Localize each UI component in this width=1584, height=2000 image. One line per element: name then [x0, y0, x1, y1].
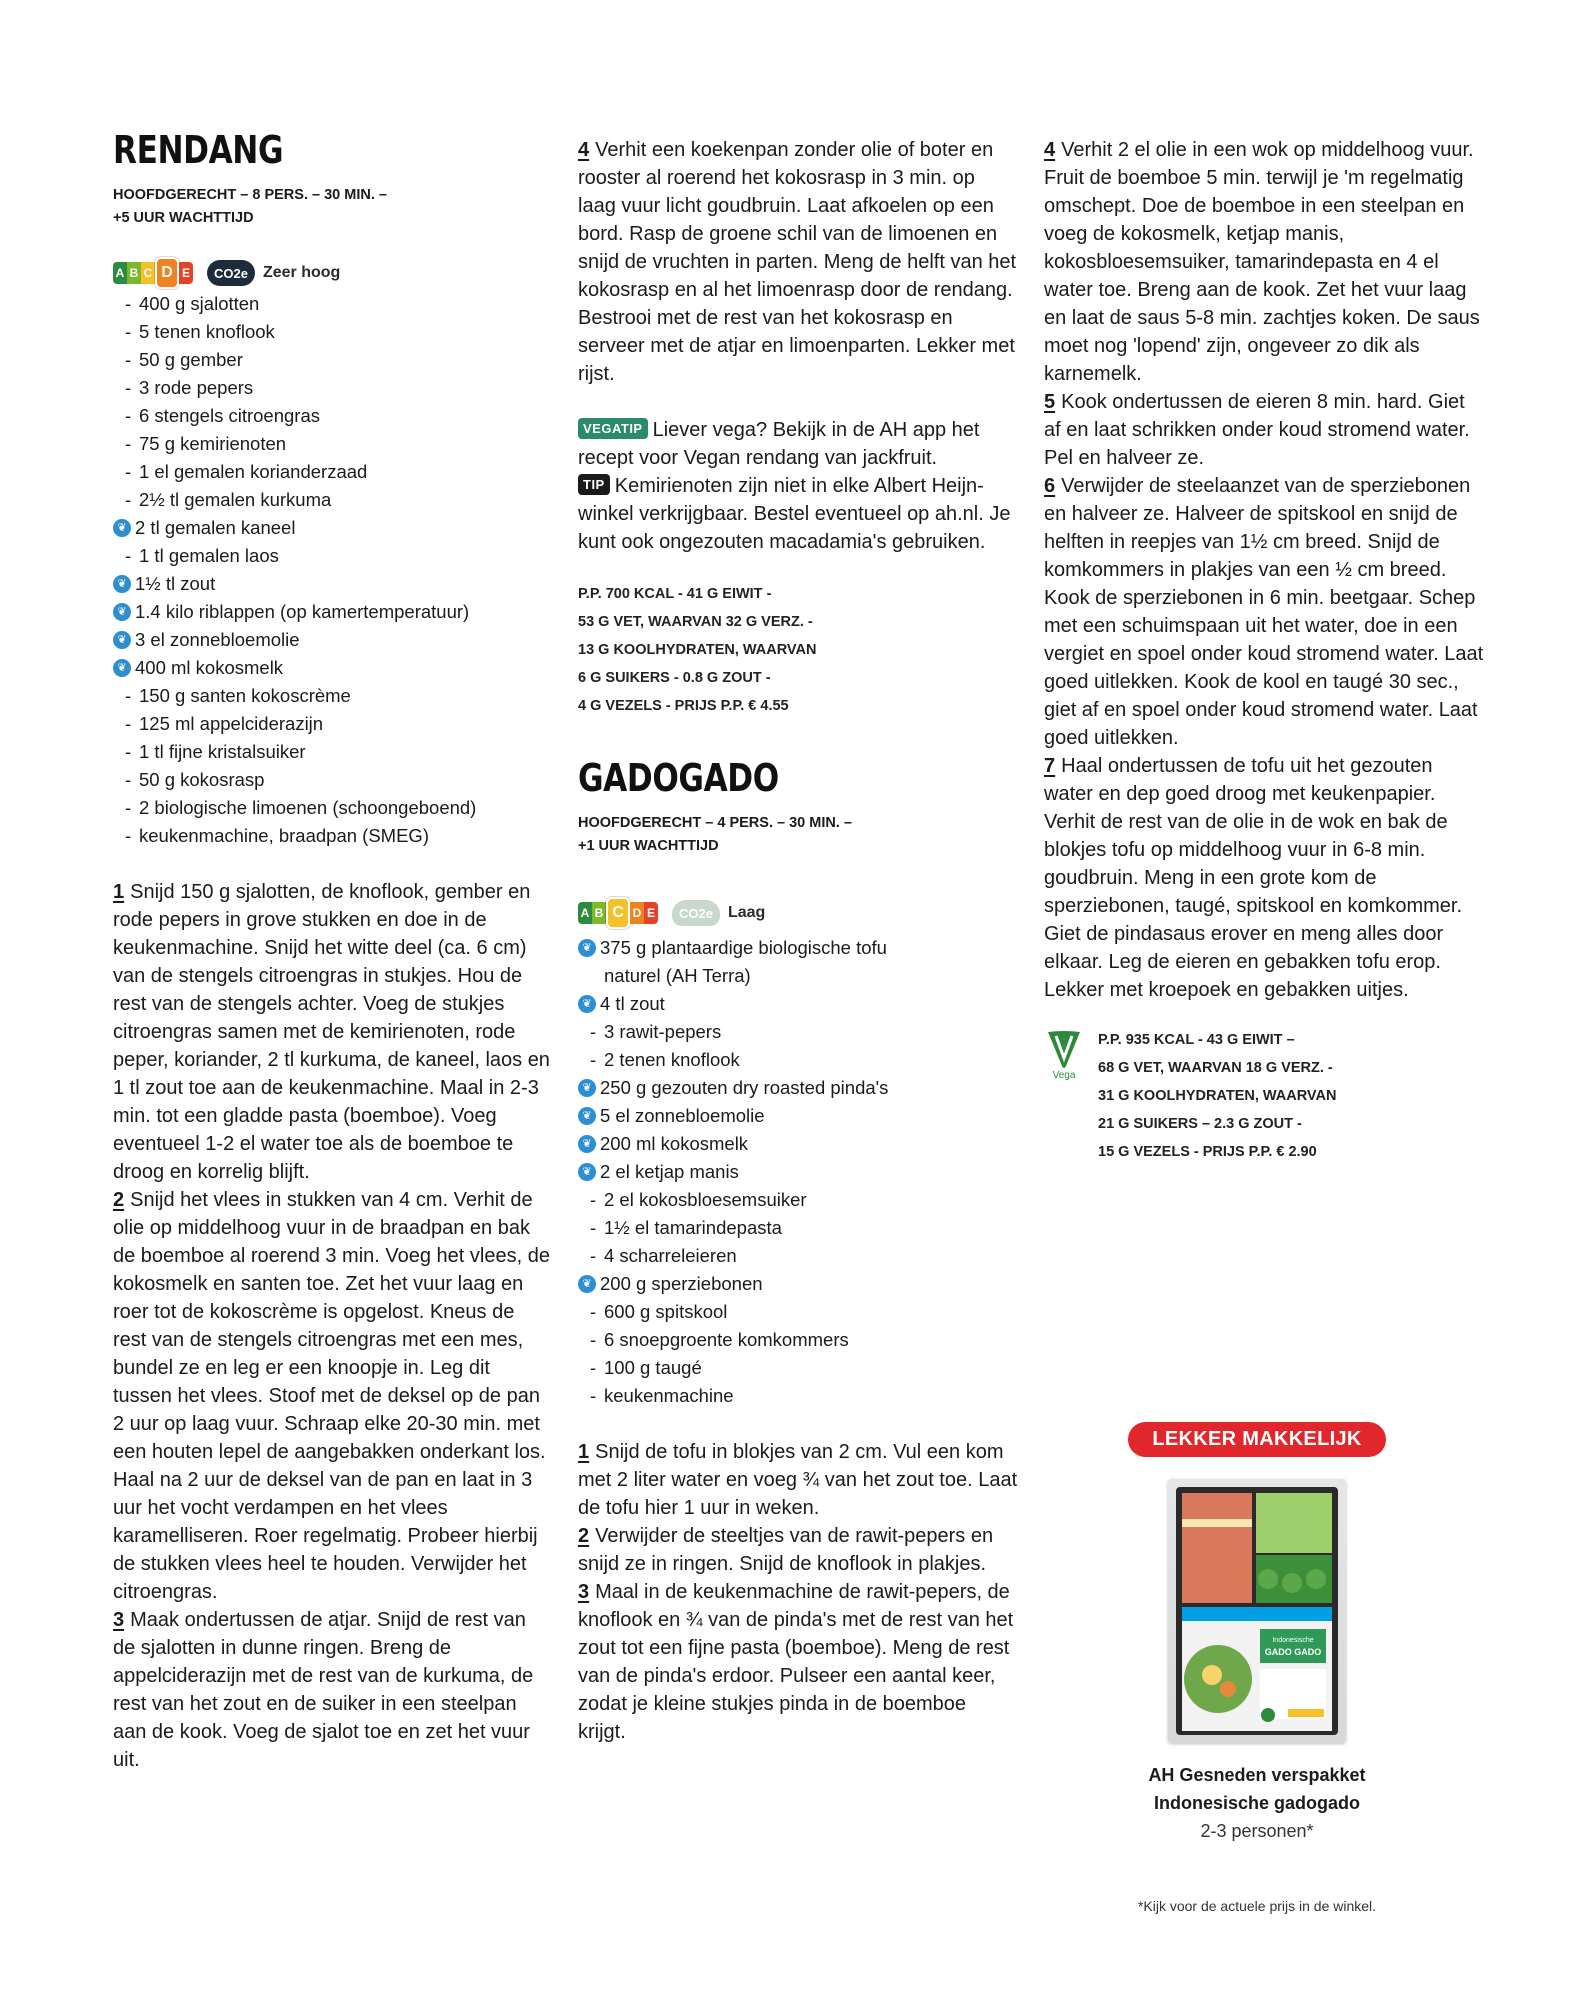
step-number: 1 [113, 881, 125, 903]
step-number: 1 [578, 1441, 590, 1463]
gadogado-ingredients [578, 934, 1018, 1410]
rendang-ingredients [113, 290, 553, 850]
ingredient-item: - 1 tl gemalen laos [125, 545, 279, 566]
step-3: 3 Maak ondertussen de atjar. Snijd de rest van de sjalotten in dunne ringen. Breng de appelciderazijn met de rest van de kurkuma, de rest van het zout en de suiker in een steelpan aan de kook. Voeg de sjalot toe en zet het vuur uit. [113, 1609, 534, 1771]
step-2: 2 Snijd het vlees in stukken van 4 cm. Verhit de olie op middelhoog vuur in de braadpan en bak de boemboe al roerend 3 min. Voeg het vlees, de kokosmelk en santen toe. Zet het vuur laag en roer tot de kokoscrème is opgelost. Kneus de rest van de stengels citroengras met een mes, bundel ze en leg er een knoopje in. Leg dit tussen het vlees. Stoof met de deksel op de pan 2 uur op laag vuur. Schraap elke 20-30 min. met een houten lepel de aangebakken onderkant los. Haal na 2 uur de deksel van de pan en laat in 3 uur het vocht verdampen en het vlees karamelliseren. Roer regelmatig. Probeer hierbij de stukken vlees heel te houden. Verwijder het citroengras. [113, 1189, 550, 1603]
column-middle [578, 136, 1018, 1746]
product-size: 2-3 personen* [1200, 1821, 1314, 1841]
co2-icon: CO2e [207, 260, 255, 286]
ingredient-item: - 6 stengels citroengras [125, 405, 320, 426]
organic-leaf-icon: ❦ [578, 1163, 596, 1181]
step-number: 6 [1044, 475, 1056, 497]
gadogado-meta: HOOFDGERECHT – 4 PERS. – 30 MIN. – +1 UUR WACHTTIJD [578, 815, 852, 854]
organic-leaf-icon: ❦ [578, 1107, 596, 1125]
ingredient-item: ❦ 1½ tl zout [113, 570, 553, 598]
ingredient-item: - 4 scharreleieren [590, 1245, 737, 1266]
organic-leaf-icon: ❦ [578, 939, 596, 957]
ingredient-item: ❦ 1.4 kilo riblappen (op kamertemperatuur) [113, 598, 553, 626]
ingredient-item: naturel (AH Terra) [604, 965, 751, 986]
salad-box-illustration [1168, 1479, 1346, 1743]
gadogado-steps [578, 1438, 1018, 1746]
ingredient-item: - keukenmachine, braadpan (SMEG) [125, 825, 429, 846]
step-4: 4 Verhit 2 el olie in een wok op middelhoog vuur. Fruit de boemboe 5 min. terwijl je 'm regelmatig omschept. Doe de boemboe in een steelpan en voeg de kokosmelk, ketjap manis, kokosbloesemsuiker, tamarindepasta en 4 el water toe. Breng aan de kook. Zet het vuur laag en laat de saus 5-8 min. zachtjes koken. De saus moet nog 'lopend' zijn, ongeveer zo dik als karnemelk. [1044, 139, 1480, 385]
organic-leaf-icon: ❦ [578, 1275, 596, 1293]
step-7: 7 Haal ondertussen de tofu uit het gezouten water en dep goed droog met keukenpapier. Verhit de rest van de olie in de wok en bak de blokjes tofu op middelhoog vuur in 6-8 min. goudbruin. Meng in een grote kom de sperziebonen, taugé, spitskool en komkommer. Giet de pindasaus erover en meng alles door elkaar. Leg de eieren en gebakken tofu erop. Lekker met kroepoek en gebakken uitjes. [1044, 755, 1462, 1001]
vega-leaf-icon [1044, 1026, 1084, 1082]
co2-label: Laag [727, 904, 766, 921]
ingredient-item: - 3 rode pepers [125, 377, 254, 398]
svg-text:Indonesische: Indonesische [1272, 1637, 1314, 1644]
ingredient-item: - 400 g sjalotten [125, 293, 260, 314]
ingredient-item: - 5 tenen knoflook [125, 321, 275, 342]
vegatip: VEGATIP Liever vega? Bekijk in de AH app het recept voor Vegan rendang van jackfruit. [578, 419, 980, 469]
organic-leaf-icon: ❦ [113, 519, 131, 537]
step-3: 3 Maal in de keukenmachine de rawit-pepers, de knoflook en ¾ van de pinda's met de rest van het zout tot een fijne pasta (boemboe). Meng de rest van de pinda's erdoor. Pulseer een aantal keer, zodat je kleine stukjes pinda in de boemboe krijgt. [578, 1581, 1014, 1743]
ingredient-item: ❦ 3 el zonnebloemolie [113, 626, 553, 654]
organic-leaf-icon: ❦ [113, 603, 131, 621]
gadogado-labels [578, 898, 1018, 928]
ingredient-item: ❦ 2 tl gemalen kaneel [113, 514, 553, 542]
step-number: 3 [113, 1609, 125, 1631]
step-4: 4 Verhit een koekenpan zonder olie of boter en rooster al roerend het kokosrasp in 3 min. op laag vuur licht goudbruin. Laat afkoelen op een bord. Rasp de groene schil van de limoenen en snijd de vruchten in parten. Meng de helft van het kokosrasp en al het limoenrasp door de rendang. Bestrooi met de rest van het kokosrasp en serveer met de atjar en limoenparten. Lekker met rijst. [578, 139, 1017, 385]
step-number: 7 [1044, 755, 1056, 777]
column-left [113, 128, 553, 1774]
step-5: 5 Kook ondertussen de eieren 8 min. hard. Giet af en laat schrikken onder koud stromend water. Pel en halveer ze. [1044, 391, 1470, 469]
column-right [1044, 136, 1484, 1166]
ingredient-item: - 100 g taugé [590, 1357, 702, 1378]
rendang-labels [113, 258, 553, 288]
ingredient-item: - 2 biologische limoenen (schoongeboend) [125, 797, 477, 818]
rendang-meta: HOOFDGERECHT – 8 PERS. – 30 MIN. – +5 UUR WACHTTIJD [113, 187, 387, 226]
svg-text:Vega: Vega [1052, 1070, 1076, 1081]
step-number: 2 [578, 1525, 590, 1547]
rendang-steps-cont [578, 136, 1018, 388]
rendang-steps [113, 878, 553, 1774]
ingredient-item: ❦ 200 g sperziebonen [578, 1270, 1018, 1298]
nutri-score: A B C D E [578, 901, 658, 925]
step-number: 3 [578, 1581, 590, 1603]
organic-leaf-icon: ❦ [113, 631, 131, 649]
step-number: 5 [1044, 391, 1056, 413]
ingredient-item: ❦ 4 tl zout [578, 990, 1018, 1018]
product-package-image [1168, 1479, 1346, 1743]
ingredient-item: - 2 el kokosbloesemsuiker [590, 1189, 807, 1210]
vegatip-badge: VEGATIP [578, 418, 648, 439]
ingredient-item: - 600 g spitskool [590, 1301, 728, 1322]
tip: TIP Kemirienoten zijn niet in elke Albert Heijn-winkel verkrijgbaar. Bestel eventueel op ah.nl. Je kunt ook ongezouten macadamia's gebruiken. [578, 475, 1011, 553]
promo-pill: LEKKER MAKKELIJK [1128, 1422, 1385, 1457]
ingredient-item: - 150 g santen kokoscrème [125, 685, 351, 706]
ingredient-item: - 1 tl fijne kristalsuiker [125, 741, 306, 762]
gadogado-steps-cont [1044, 136, 1484, 1004]
organic-leaf-icon: ❦ [578, 1079, 596, 1097]
organic-leaf-icon: ❦ [578, 1135, 596, 1153]
ingredient-item: - 3 rawit-pepers [590, 1021, 722, 1042]
step-1: 1 Snijd de tofu in blokjes van 2 cm. Vul een kom met 2 liter water en voeg ¾ van het zout toe. Laat de tofu hier 1 uur in weken. [578, 1441, 1018, 1519]
ingredient-item: ❦ 375 g plantaardige biologische tofu [578, 934, 1018, 962]
ingredient-item: - 50 g kokosrasp [125, 769, 265, 790]
ingredient-item: - keukenmachine [590, 1385, 734, 1406]
step-1: 1 Snijd 150 g sjalotten, de knoflook, gember en rode pepers in grove stukken en doe in de keukenmachine. Snijd het witte deel (ca. 6 cm) van de stengels citroengras in stukjes. Hou de rest van de stengels achter. Voeg de stukjes citroengras samen met de kemirienoten, rode peper, koriander, 2 tl kurkuma, de kaneel, laos en 1 tl zout toe aan de keukenmachine. Maal in 2-3 min. tot een gladde pasta (boemboe). Voeg eventueel 1-2 el water toe als de boemboe te droog en korrelig blijft. [113, 881, 550, 1183]
tip-badge: TIP [578, 474, 610, 495]
gadogado-title: GADOGADO [578, 756, 779, 800]
ingredient-item: ❦ 200 ml kokosmelk [578, 1130, 1018, 1158]
gadogado-nutrition-block [1044, 1026, 1484, 1166]
ingredient-item: ❦ 2 el ketjap manis [578, 1158, 1018, 1186]
promo-block [1117, 1422, 1397, 1845]
ingredient-item: - 1½ el tamarindepasta [590, 1217, 782, 1238]
ingredient-item: - 125 ml appelciderazijn [125, 713, 324, 734]
rendang-nutrition: P.P. 700 KCAL - 41 G EIWIT - 53 G VET, WAARVAN 32 G VERZ. - 13 G KOOLHYDRATEN, WAARVAN 6 G SUIKERS - 0.8 G ZOUT - 4 G VEZELS - PRIJS P.P. € 4.55 [578, 586, 817, 714]
organic-leaf-icon: ❦ [113, 575, 131, 593]
ingredient-item: ❦ 250 g gezouten dry roasted pinda's [578, 1074, 1018, 1102]
ingredient-item: ❦ 400 ml kokosmelk [113, 654, 553, 682]
organic-leaf-icon: ❦ [578, 995, 596, 1013]
ingredient-item: - 2 tenen knoflook [590, 1049, 740, 1070]
step-number: 4 [1044, 139, 1056, 161]
ingredient-item: - 6 snoepgroente komkommers [590, 1329, 849, 1350]
rendang-title: RENDANG [113, 128, 284, 172]
gadogado-nutrition: P.P. 935 KCAL - 43 G EIWIT – 68 G VET, WAARVAN 18 G VERZ. - 31 G KOOLHYDRATEN, WAARVAN 21 G SUIKERS – 2.3 G ZOUT - 15 G VEZELS - PRIJS P.P. € 2.90 [1098, 1032, 1337, 1160]
co2-icon: CO2e [672, 900, 720, 926]
ingredient-item: - 50 g gember [125, 349, 243, 370]
ingredient-item: ❦ 5 el zonnebloemolie [578, 1102, 1018, 1130]
price-footnote: *Kijk voor de actuele prijs in de winkel. [1137, 1898, 1377, 1914]
co2-label: Zeer hoog [262, 264, 341, 281]
product-name: AH Gesneden verspakket Indonesische gadogado [1148, 1765, 1366, 1813]
ingredient-item: - 75 g kemirienoten [125, 433, 287, 454]
organic-leaf-icon: ❦ [113, 659, 131, 677]
step-number: 2 [113, 1189, 125, 1211]
step-number: 4 [578, 139, 590, 161]
ingredient-item: - 1 el gemalen korianderzaad [125, 461, 368, 482]
step-2: 2 Verwijder de steeltjes van de rawit-pepers en snijd ze in ringen. Snijd de knoflook in plakjes. [578, 1525, 994, 1575]
ingredient-item: - 2½ tl gemalen kurkuma [125, 489, 332, 510]
nutri-score: A B C D E [113, 261, 193, 285]
step-6: 6 Verwijder de steelaanzet van de sperziebonen en halveer ze. Halveer de spitskool en snijd de helften in reepjes van 1½ cm breed. Snijd de komkommers in plakjes van een ½ cm breed. Kook de sperziebonen in 6 min. beetgaar. Schep met een schuimspaan uit het water, doe in een vergiet en spoel onder koud stromend water. Laat goed uitlekken. Kook de kool en taugé 30 sec., giet af en spoel onder koud stromend water. Laat goed uitlekken. [1044, 475, 1484, 749]
svg-text:GADO GADO: GADO GADO [1264, 1647, 1322, 1657]
